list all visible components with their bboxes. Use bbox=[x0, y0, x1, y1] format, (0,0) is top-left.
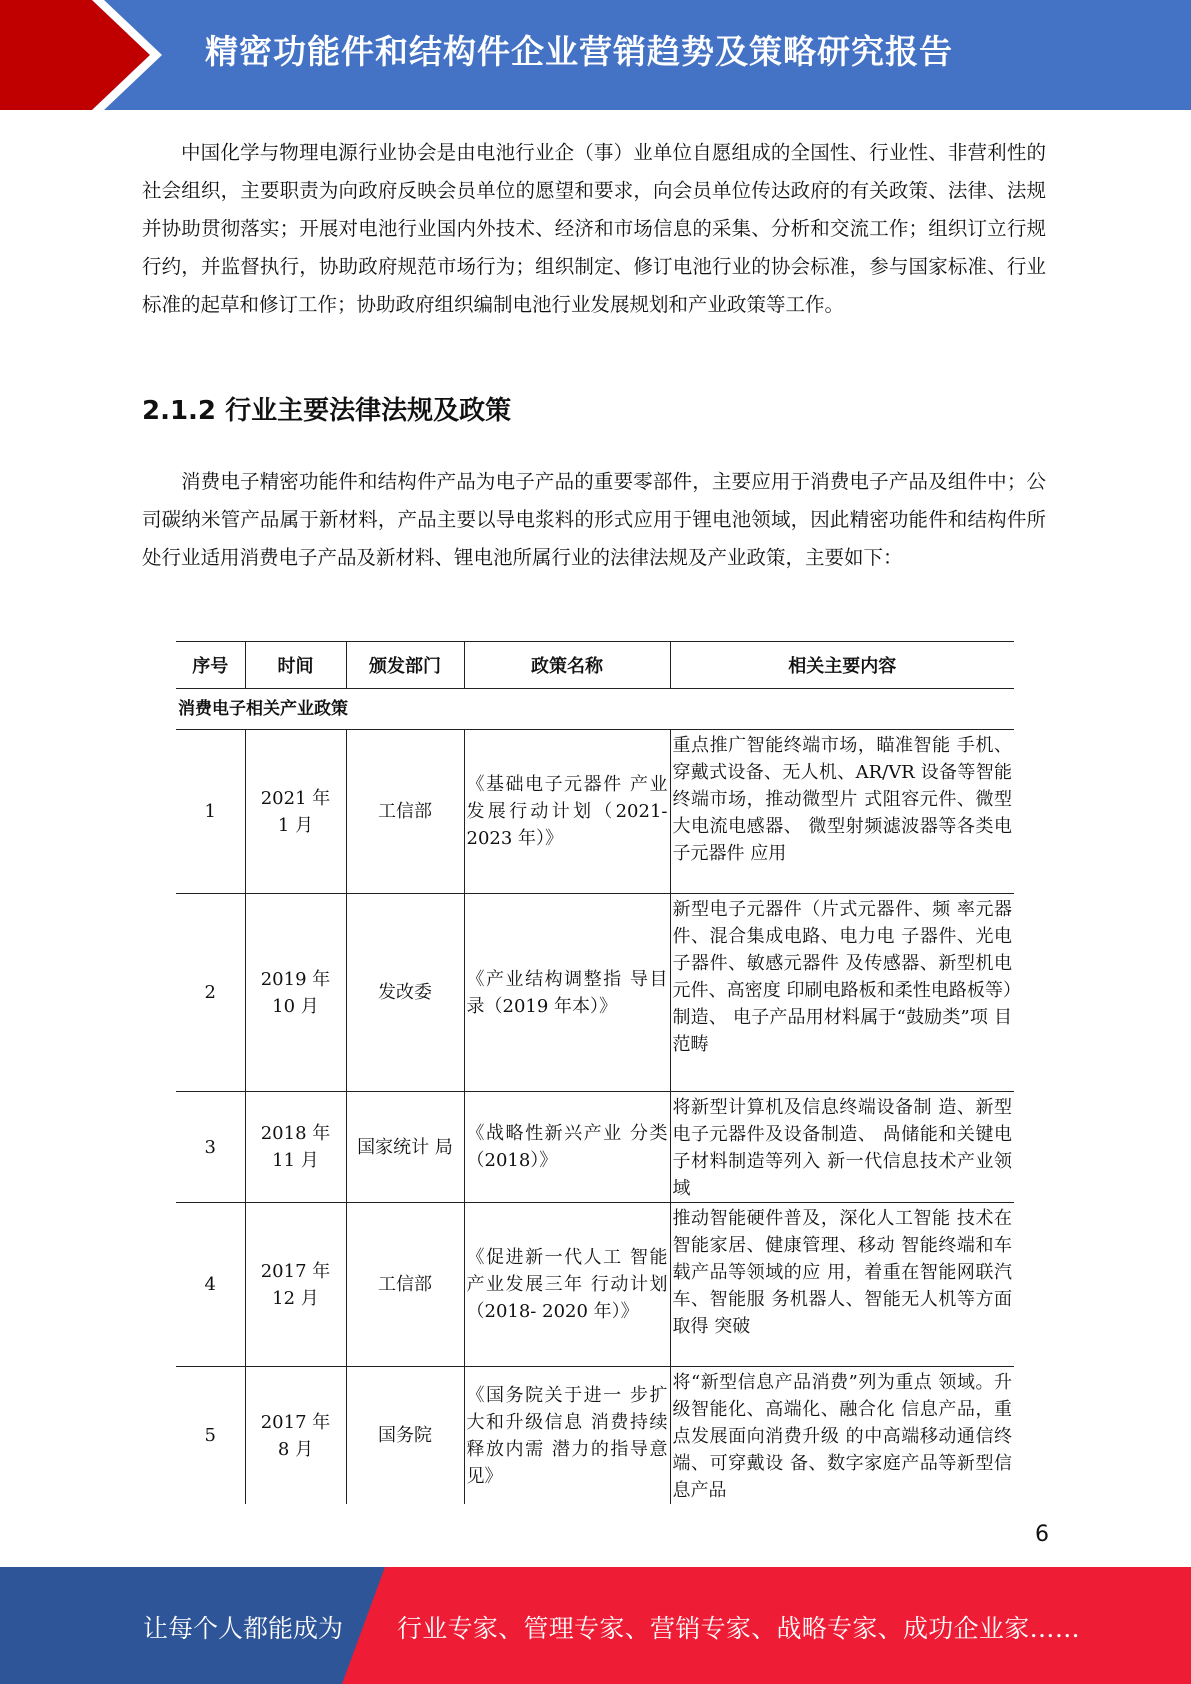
footer-band bbox=[0, 1567, 1191, 1684]
row-number: 2 bbox=[176, 894, 245, 1092]
row-content: 将新型计算机及信息终端设备制 造、新型电子元器件及设备制造、 咼储能和关键电子材料制造等列入 新一代信息技术产业领域 bbox=[670, 1092, 1014, 1203]
row-dept: 工信部 bbox=[346, 1203, 464, 1367]
table-group-row bbox=[176, 689, 1014, 730]
row-time bbox=[245, 1367, 346, 1505]
row-time-year: 2018 年 bbox=[260, 1123, 331, 1144]
row-content: 新型电子元器件（片式元器件、频 率元器件、混合集成电路、电力电 子器件、光电子器件、敏感元器件 及传感器、新型机电元件、高密度 印刷电路板和柔性电路板等）制造、 电子产品用材料属于“鼓励类”项 目范畴 bbox=[670, 894, 1014, 1092]
row-dept: 国务院 bbox=[346, 1367, 464, 1505]
row-time bbox=[245, 730, 346, 894]
row-time-year: 2017 年 bbox=[260, 1411, 331, 1433]
row-number: 4 bbox=[176, 1203, 245, 1367]
row-policy-name: 《国务院关于进一 步扩大和升级信息 消费持续释放内需 潜力的指导意见》 bbox=[464, 1367, 670, 1505]
column-header-time: 时间 bbox=[245, 642, 346, 689]
row-time-month: 8 月 bbox=[277, 1438, 314, 1460]
column-header-content: 相关主要内容 bbox=[670, 642, 1014, 689]
header-band bbox=[0, 0, 1191, 110]
column-header-dept: 颁发部门 bbox=[346, 642, 464, 689]
row-content: 将“新型信息产品消费”列为重点 领域。升级智能化、高端化、融合化 信息产品，重点发展面向消费升级 的中高端移动通信终端、可穿戴设 备、数字家庭产品等新型信息产品 bbox=[670, 1367, 1014, 1505]
report-title: 精密功能件和结构件企业营销趋势及策略研究报告 bbox=[205, 32, 953, 71]
row-policy-name: 《基础电子元器件 产业发展行动计划（2021-2023 年）》 bbox=[464, 730, 670, 894]
table-row bbox=[176, 1203, 1014, 1367]
row-time-year: 2021 年 bbox=[260, 787, 331, 809]
row-policy-name: 《战略性新兴产业 分类（2018）》 bbox=[464, 1092, 670, 1203]
row-time bbox=[245, 1203, 346, 1367]
intro-paragraph: 中国化学与物理电源行业协会是由电池行业企（事）业单位自愿组成的全国性、行业性、非营利性的社会组织，主要职责为向政府反映会员单位的愿望和要求，向会员单位传达政府的有关政策、法律、法规并协助贯彻落实；开展对电池行业国内外技术、经济和市场信息的采集、分析和交流工作；组织订立行规行约，并监督执行，协助政府规范市场行为；组织制定、修订电池行业的协会标准，参与国家标准、行业标准的起草和修订工作；协助政府组织编制电池行业发展规划和产业政策等工作。 bbox=[142, 141, 1046, 316]
row-number: 3 bbox=[176, 1092, 245, 1203]
row-content: 重点推广智能终端市场，瞄准智能 手机、穿戴式设备、无人机、AR/VR 设备等智能终端市场，推动微型片 式阻容元件、微型大电流电感器、 微型射频滤波器等各类电子元器件 应用 bbox=[670, 730, 1014, 894]
table-header-row bbox=[176, 642, 1014, 689]
policy-table bbox=[176, 641, 1014, 1504]
row-policy-name: 《产业结构调整指 导目录（2019 年本）》 bbox=[464, 894, 670, 1092]
row-time-month: 10 月 bbox=[272, 995, 319, 1017]
table-row bbox=[176, 1367, 1014, 1505]
footer-slogan-left: 让每个人都能成为 bbox=[143, 1614, 344, 1643]
table-row bbox=[176, 1092, 1014, 1203]
row-time-month: 1 月 bbox=[277, 814, 314, 836]
row-number: 5 bbox=[176, 1367, 245, 1505]
table-row bbox=[176, 730, 1014, 894]
policy-intro-paragraph: 消费电子精密功能件和结构件产品为电子产品的重要零部件，主要应用于消费电子产品及组件中；公司碳纳米管产品属于新材料，产品主要以导电浆料的形式应用于锂电池领域，因此精密功能件和结构件所处行业适用消费电子产品及新材料、锂电池所属行业的法律法规及产业政策，主要如下： bbox=[142, 470, 1046, 569]
row-content: 推动智能硬件普及，深化人工智能 技术在智能家居、健康管理、移动 智能终端和车载产品等领域的应 用，着重在智能网联汽车、智能服 务机器人、智能无人机等方面取得 突破 bbox=[670, 1203, 1014, 1367]
page-number: 6 bbox=[1035, 1522, 1049, 1547]
footer-slogan-right: 行业专家、管理专家、营销专家、战略专家、成功企业家…… bbox=[397, 1614, 1081, 1643]
table-row bbox=[176, 894, 1014, 1092]
column-header-policy-name: 政策名称 bbox=[464, 642, 670, 689]
row-policy-name: 《促进新一代人工 智能产业发展三年 行动计划（2018- 2020 年）》 bbox=[464, 1203, 670, 1367]
row-time-year: 2019 年 bbox=[260, 968, 331, 990]
row-dept: 工信部 bbox=[346, 730, 464, 894]
section-heading: 2.1.2 行业主要法律法规及政策 bbox=[142, 396, 512, 426]
column-header-no: 序号 bbox=[176, 642, 245, 689]
row-dept: 发改委 bbox=[346, 894, 464, 1092]
row-time-year: 2017 年 bbox=[260, 1260, 331, 1282]
row-number: 1 bbox=[176, 730, 245, 894]
row-dept: 国家统计 局 bbox=[346, 1092, 464, 1203]
group-title: 消费电子相关产业政策 bbox=[176, 689, 1014, 730]
row-time bbox=[245, 1092, 346, 1203]
row-time-month: 12 月 bbox=[272, 1287, 319, 1309]
row-time-month: 11 月 bbox=[272, 1150, 319, 1171]
row-time bbox=[245, 894, 346, 1092]
